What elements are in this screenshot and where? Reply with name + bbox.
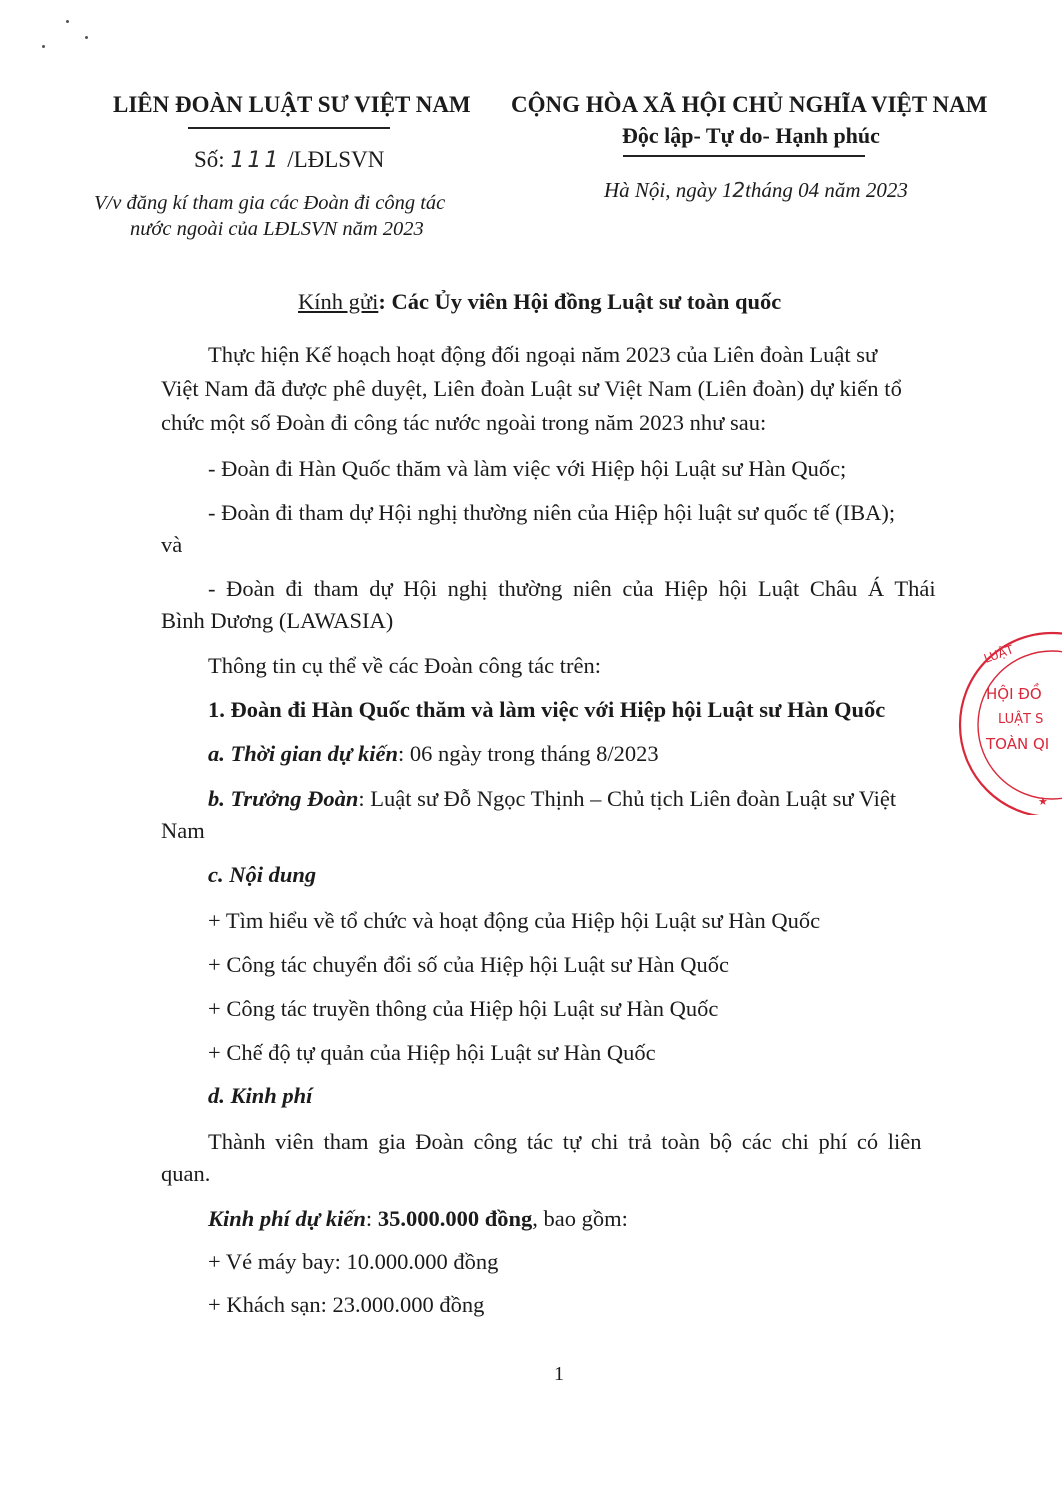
content-item: + Công tác chuyển đổi số của Hiệp hội Luật sư Hàn Quốc (208, 952, 730, 977)
scan-speck (85, 36, 88, 39)
stamp-text-line-1: HỘI ĐỒ (986, 685, 1042, 703)
section-1-time (208, 741, 659, 767)
stamp-top-text: LUẬT (982, 642, 1016, 666)
delegation-item-1: - Đoàn đi Hàn Quốc thăm và làm việc với Hiệp hội Luật sư Hàn Quốc; (208, 456, 847, 481)
doc-number-suffix: /LĐLSVN (287, 147, 385, 172)
org-underline (188, 127, 390, 129)
subject-line-2: nước ngoài của LĐLSVN năm 2023 (130, 218, 424, 240)
motto-underline (623, 155, 865, 157)
estimate (208, 1206, 628, 1232)
intro-line-1: Thực hiện Kế hoạch hoạt động đối ngoại năm 2023 của Liên đoàn Luật sư (208, 342, 878, 367)
stamp-seal (940, 625, 1062, 815)
recipient (298, 289, 781, 315)
delegation-item-2: - Đoàn đi tham dự Hội nghị thường niên của Hiệp hội luật sư quốc tế (IBA); (208, 500, 896, 525)
recipient-name: : Các Ủy viên Hội đồng Luật sư toàn quốc (378, 289, 782, 314)
funding-line-1: Thành viên tham gia Đoàn công tác tự chi trả toàn bộ các chi phí có liên (208, 1129, 922, 1154)
estimate-amount: 35.000.000 đồng (377, 1206, 533, 1231)
stamp-star-icon: ★ (1038, 795, 1048, 808)
organization-name: LIÊN ĐOÀN LUẬT SƯ VIỆT NAM (113, 92, 471, 117)
leader-value: : Luật sư Đỗ Ngọc Thịnh – Chủ tịch Liên đoàn Luật sư Việt (358, 786, 897, 811)
stamp-text-line-2: LUẬT S (998, 712, 1044, 727)
doc-number-handwritten: 111 (230, 148, 282, 173)
subject-line-1: V/v đăng kí tham gia các Đoàn đi công tác (94, 192, 446, 214)
date-prefix: Hà Nội, ngày 1 (604, 178, 733, 202)
intro-line-2 (161, 376, 979, 402)
date-handwritten: 2 (732, 178, 746, 202)
scan-speck (42, 45, 45, 48)
motto: Độc lập- Tự do- Hạnh phúc (622, 123, 880, 148)
funding-line-2: quan. (161, 1161, 211, 1186)
date-suffix: tháng 04 năm 2023 (745, 178, 908, 202)
details-intro: Thông tin cụ thể về các Đoàn công tác trên: (208, 653, 601, 678)
cost-item: + Vé máy bay: 10.000.000 đồng (208, 1249, 499, 1274)
doc-number-prefix: Số: (194, 147, 225, 172)
intro-line-3: chức một số Đoàn đi công tác nước ngoài trong năm 2023 như sau: (161, 410, 767, 435)
delegation-item-3-line-1: - Đoàn đi tham dự Hội nghị thường niên của Hiệp hội Luật Châu Á Thái (208, 576, 936, 601)
recipient-label: Kính gửi (298, 289, 379, 314)
stamp-text-line-3: TOÀN QI (986, 735, 1050, 753)
time-value: : 06 ngày trong tháng 8/2023 (397, 741, 659, 766)
content-item: + Chế độ tự quản của Hiệp hội Luật sư Hàn Quốc (208, 1040, 656, 1065)
estimate-colon: : (365, 1206, 378, 1231)
intro-line-2-text: Việt Nam đã được phê duyệt, Liên đoàn Luật sư Việt Nam (Liên đoàn) dự kiến tổ (161, 376, 902, 401)
section-1-leader-cont: Nam (161, 818, 205, 843)
section-1-title: 1. Đoàn đi Hàn Quốc thăm và làm việc với Hiệp hội Luật sư Hàn Quốc (208, 697, 886, 722)
cost-item: + Khách sạn: 23.000.000 đồng (208, 1292, 485, 1317)
estimate-label: Kinh phí dự kiến (208, 1206, 366, 1231)
delegation-item-2-cont: và (161, 532, 183, 557)
document-number (194, 147, 384, 173)
content-item: + Tìm hiểu về tổ chức và hoạt động của Hiệp hội Luật sư Hàn Quốc (208, 908, 821, 933)
funding-label: d. Kinh phí (208, 1083, 313, 1108)
delegation-item-3-line-2: Bình Dương (LAWASIA) (161, 608, 394, 633)
scan-speck (66, 20, 69, 23)
page-number: 1 (554, 1363, 564, 1385)
content-label: c. Nội dung (208, 862, 317, 887)
republic-title: CỘNG HÒA XÃ HỘI CHỦ NGHĨA VIỆT NAM (511, 92, 988, 117)
leader-label: b. Trưởng Đoàn (208, 786, 359, 811)
document-date (604, 178, 908, 203)
estimate-suffix: , bao gồm: (532, 1206, 628, 1231)
content-item: + Công tác truyền thông của Hiệp hội Luật sư Hàn Quốc (208, 996, 719, 1021)
time-label: a. Thời gian dự kiến (208, 741, 398, 766)
section-1-leader (208, 786, 896, 812)
